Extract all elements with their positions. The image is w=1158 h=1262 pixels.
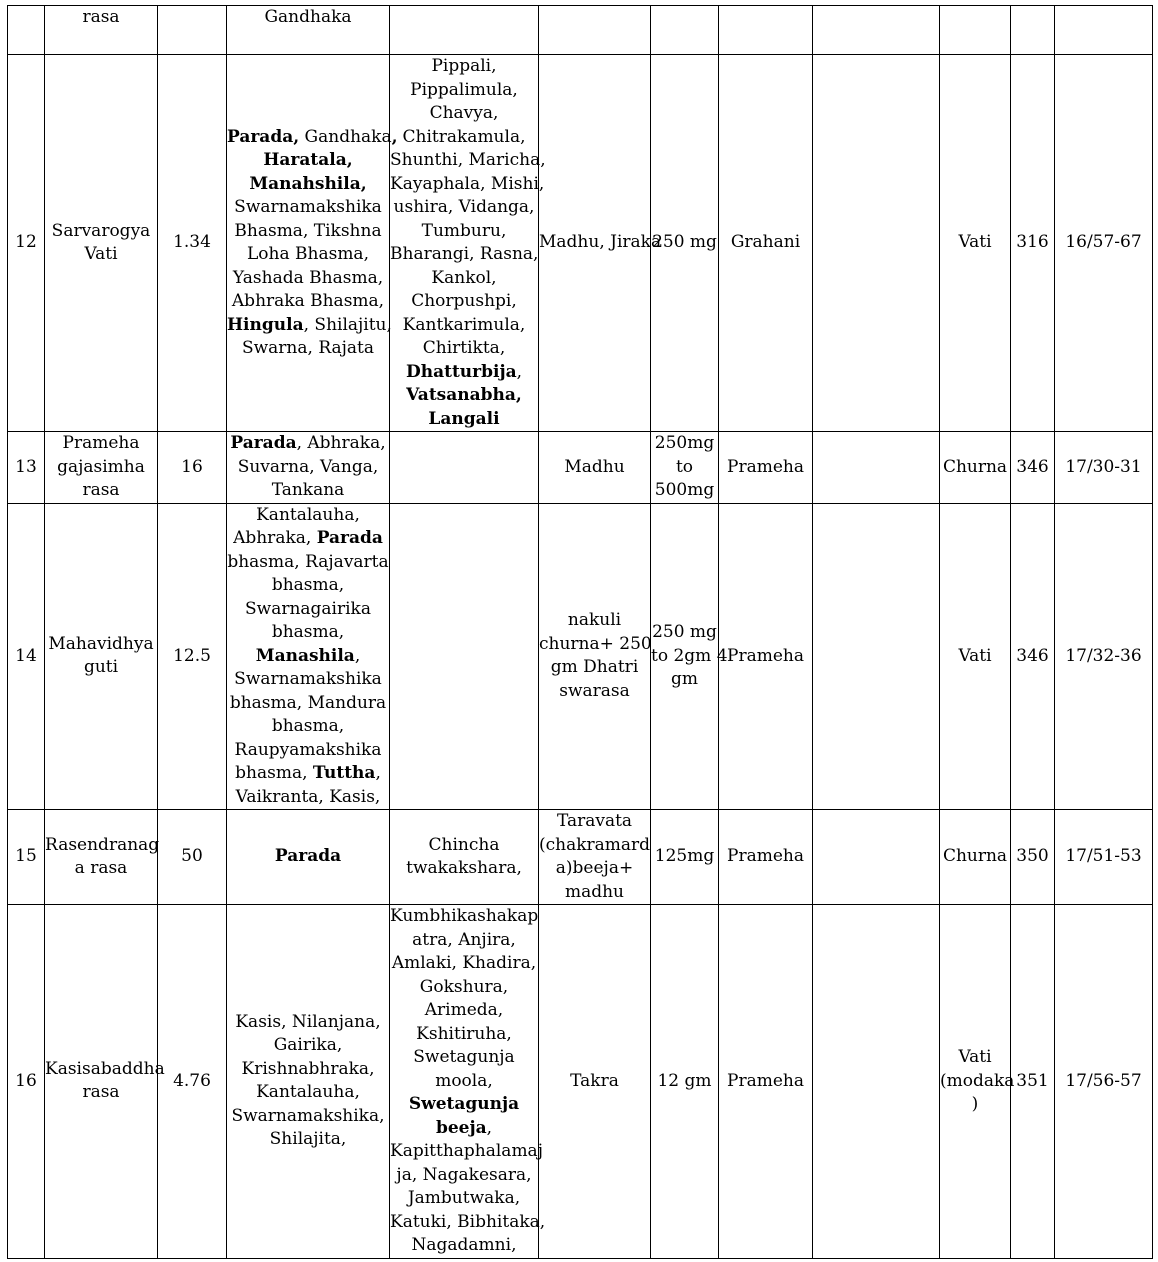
text-run: Kasis, Nilanjana, (235, 1011, 381, 1032)
text-run: Nagadamni, (411, 1235, 517, 1255)
text-run: Chavya, (429, 103, 499, 123)
cell-line: 250 mg (652, 232, 717, 253)
cell-line (227, 456, 389, 480)
text-run: Loha Bhasma, (247, 244, 369, 264)
cell-line (227, 1105, 389, 1129)
indications-cell (813, 810, 940, 905)
cell-line: gm Dhatri (550, 657, 639, 678)
anupana-cell (539, 6, 651, 55)
cell-line: to (675, 456, 694, 477)
cell-line (227, 173, 389, 197)
cell-line: Madhu, Jiraka (539, 232, 662, 253)
cell-line (390, 1140, 543, 1164)
cell-line (390, 857, 538, 881)
bold-text: Vatsanabha, (406, 385, 522, 405)
dosage-cell (651, 6, 719, 55)
formulation-table (7, 5, 1153, 1259)
cell-line (227, 196, 389, 220)
indications-cell (813, 6, 940, 55)
disease-cell: Prameha (719, 810, 813, 905)
indications-cell (813, 55, 940, 432)
table-body (8, 6, 1153, 1259)
bold-text: Manashila (255, 645, 355, 666)
text-run: Kantalauha, (256, 504, 360, 525)
cell-line (390, 384, 538, 408)
cell-line (390, 126, 538, 150)
page-number-cell: 346 (1011, 432, 1055, 504)
text-run: ushira, Vidanga, (393, 197, 535, 217)
anupana-cell (539, 432, 651, 504)
row-number-cell: 16 (8, 905, 45, 1259)
text-run: Raupyamakshika (234, 739, 382, 760)
text-run: Gairika, (273, 1035, 343, 1056)
cell-line: rasa (82, 480, 120, 500)
dosage-form-cell (940, 905, 1015, 1259)
cell-line: Rasendranag (45, 834, 160, 855)
text-run: Swarnamakshika, (231, 1105, 385, 1126)
cell-line (227, 1011, 389, 1035)
dosage-form-cell (940, 810, 1011, 905)
disease-cell: Prameha (719, 905, 813, 1259)
text-run: Shunthi, Maricha, (390, 150, 546, 170)
herbal-ingredients-cell (390, 503, 539, 810)
ratio-cell: 16 (158, 432, 227, 504)
table-row (8, 6, 1153, 55)
text-run: Jambutwaka, (407, 1188, 521, 1208)
cell-line (390, 905, 538, 929)
text-run: Kapitthaphalamaj (390, 1141, 543, 1161)
cell-line (227, 786, 389, 810)
text-run: Arimeda, (424, 1000, 504, 1020)
cell-line (227, 220, 389, 244)
text-run: Swetagunja (413, 1047, 515, 1067)
text-run: Kshitiruha, (416, 1023, 512, 1044)
text-run: Bharangi, Rasna, (390, 244, 539, 264)
cell-line: gajasimha (57, 456, 145, 477)
text-run: atra, Anjira, (412, 929, 516, 950)
text-run: Gandhaka (299, 126, 392, 147)
text-run: Vaikranta, Kasis, (235, 786, 381, 807)
bold-text: Haratala, (263, 150, 353, 170)
cell-line (390, 337, 538, 361)
text-run: Kantkarimula, (402, 314, 526, 335)
formulation-name-cell (45, 55, 158, 432)
ratio-cell: 4.76 (158, 905, 227, 1259)
cell-line (390, 149, 546, 173)
dosage-form-cell (940, 503, 1011, 810)
ratio-cell: 12.5 (158, 503, 227, 810)
herbal-ingredients-cell (390, 810, 539, 905)
cell-line (227, 314, 392, 338)
text-run: twakakshara, (406, 858, 522, 878)
ingredients-cell (227, 432, 390, 504)
cell-line (390, 243, 538, 267)
cell-line: Vati (958, 1047, 992, 1067)
cell-line: rasa (82, 7, 120, 27)
table-row (8, 432, 1153, 504)
table-row (8, 810, 1153, 905)
reference-cell: 17/51-53 (1055, 810, 1153, 905)
dosage-cell (651, 432, 719, 504)
cell-line: Vati (84, 244, 118, 264)
text-run: Pippali, (431, 56, 497, 76)
cell-line (227, 668, 389, 692)
text-run: Krishnabhraka, (241, 1058, 375, 1079)
cell-line: Sarvarogya (51, 220, 151, 241)
text-run: Suvarna, Vanga, (237, 456, 379, 477)
dosage-cell (651, 503, 728, 810)
cell-line: madhu (564, 881, 625, 902)
cell-line (390, 1187, 538, 1211)
bold-text: Dhatturbija (405, 361, 517, 382)
cell-line: (modaka (940, 1070, 1015, 1091)
text-run: bhasma, (235, 763, 313, 783)
cell-line (227, 845, 389, 869)
indications-cell (813, 905, 940, 1259)
herbal-ingredients-cell (390, 905, 546, 1259)
reference-cell: 16/57-67 (1055, 55, 1153, 432)
cell-line (390, 102, 538, 126)
cell-line (227, 692, 389, 716)
reference-cell (1055, 6, 1153, 55)
ingredients-cell (227, 6, 390, 55)
cell-line (227, 479, 389, 503)
text-run: Tankana (271, 480, 345, 500)
formulation-name-cell (45, 905, 165, 1259)
text-run: , Abhraka, (296, 433, 386, 453)
cell-line: 250mg (654, 433, 715, 453)
bold-text: Hingula (227, 314, 304, 335)
disease-cell: Prameha (719, 503, 813, 810)
cell-line (390, 952, 538, 976)
cell-line (390, 220, 538, 244)
anupana-cell (539, 503, 651, 810)
page-number-cell: 351 (1011, 905, 1055, 1259)
ingredients-cell (227, 55, 398, 432)
text-run: Swarnamakshika (234, 197, 382, 217)
cell-line: ) (971, 1094, 979, 1114)
anupana-cell (539, 905, 651, 1259)
cell-line: Kasisabaddha (45, 1058, 165, 1079)
cell-line (390, 1211, 546, 1235)
cell-line (390, 1093, 538, 1117)
text-run: bhasma, (271, 622, 345, 642)
page-number-cell: 316 (1011, 55, 1055, 432)
row-number-cell: 15 (8, 810, 45, 905)
text-run: Chitrakamula, (402, 126, 526, 147)
cell-line (390, 173, 545, 197)
bold-text: beeja (435, 1117, 487, 1138)
cell-line: (chakramard (539, 834, 651, 855)
text-run: Gandhaka (264, 7, 352, 27)
text-run: Kantalauha, (256, 1082, 360, 1103)
ratio-cell (158, 6, 227, 55)
cell-line (390, 290, 538, 314)
text-run: Bhasma, Tikshna (234, 220, 382, 241)
cell-line (390, 314, 538, 338)
text-run: Kayaphala, Mishi, (390, 173, 545, 194)
dosage-cell (651, 905, 719, 1259)
cell-line (390, 929, 538, 953)
disease-cell: Grahani (719, 55, 813, 432)
cell-line: guti (83, 657, 119, 678)
cell-line (227, 598, 389, 622)
ratio-cell: 50 (158, 810, 227, 905)
ratio-cell: 1.34 (158, 55, 227, 432)
row-number-cell: 14 (8, 503, 45, 810)
reference-cell: 17/56-57 (1055, 905, 1153, 1259)
cell-line (227, 551, 389, 575)
herbal-ingredients-cell (390, 6, 539, 55)
cell-line (390, 55, 538, 79)
text-run: Swarnagairika (245, 598, 371, 619)
cell-line: Mahavidhya (48, 633, 154, 654)
formulation-name-cell (45, 432, 158, 504)
cell-line: churna+ 250 (539, 633, 652, 654)
text-run: Kankol, (431, 267, 497, 288)
text-run: bhasma, (271, 716, 345, 736)
text-run: moola, (435, 1070, 493, 1091)
ingredients-cell (227, 503, 390, 810)
cell-line (390, 1046, 538, 1070)
cell-line (390, 976, 538, 1000)
cell-line (227, 337, 389, 361)
cell-line (390, 267, 538, 291)
dosage-cell (651, 810, 719, 905)
cell-line (390, 999, 538, 1023)
cell-line: Madhu (564, 456, 625, 477)
cell-line (390, 1070, 538, 1094)
cell-line (390, 361, 538, 385)
text-run: Chirtikta, (422, 338, 506, 358)
page-number-cell: 350 (1011, 810, 1055, 905)
row-number-cell (8, 6, 45, 55)
text-run: ja, Nagakesara, (396, 1164, 532, 1185)
cell-line (390, 1164, 538, 1188)
bold-text: Manahshila, (249, 173, 367, 194)
disease-cell: Prameha (719, 432, 813, 504)
text-run: bhasma, (271, 575, 345, 595)
cell-line (227, 290, 389, 314)
text-run: Kumbhikashakap (390, 906, 539, 926)
cell-line (227, 432, 389, 456)
text-run: , (516, 361, 523, 382)
cell-line (227, 504, 389, 528)
text-run: Chorpushpi, (411, 291, 517, 311)
text-run: , (354, 645, 361, 666)
text-run: bhasma, Rajavarta (227, 551, 389, 572)
herbal-ingredients-cell (390, 432, 539, 504)
ingredients-cell (227, 905, 390, 1259)
cell-line (390, 408, 538, 432)
bold-text: Tuttha (312, 763, 376, 783)
formulation-name-cell (45, 503, 158, 810)
anupana-cell (539, 55, 662, 432)
text-run: Tumburu, (421, 220, 507, 241)
table-row (8, 905, 1153, 1259)
cell-line: Takra (570, 1070, 619, 1091)
text-run: Abhraka Bhasma, (231, 291, 385, 311)
cell-line (227, 1034, 389, 1058)
cell-line (227, 739, 389, 763)
cell-line (227, 715, 389, 739)
cell-line (227, 762, 389, 786)
cell-line: Prameha (62, 433, 140, 453)
cell-line: 500mg (654, 480, 715, 500)
bold-text: Parada (274, 846, 342, 867)
reference-cell: 17/30-31 (1055, 432, 1153, 504)
cell-line (227, 1081, 389, 1105)
cell-line: Churna (942, 456, 1008, 477)
table-row (8, 55, 1153, 432)
cell-line: 250 mg (652, 622, 717, 642)
cell-line (390, 1234, 538, 1258)
cell-line (390, 834, 538, 858)
cell-line: 125mg (654, 846, 715, 867)
cell-line (227, 149, 389, 173)
bold-text: Parada (316, 528, 383, 548)
indications-cell (813, 503, 940, 810)
bold-text: Swetagunja (408, 1094, 520, 1114)
reference-cell: 17/32-36 (1055, 503, 1153, 810)
cell-line (227, 574, 389, 598)
cell-line (227, 6, 389, 30)
indications-cell (813, 432, 940, 504)
cell-line: Churna (942, 846, 1008, 867)
dosage-cell (651, 55, 719, 432)
cell-line (390, 1023, 538, 1047)
cell-line: gm (670, 669, 698, 689)
bold-text: Langali (428, 408, 500, 429)
cell-line: 12 gm (657, 1070, 712, 1091)
cell-line (227, 645, 389, 669)
text-run: Amlaki, Khadira, (391, 953, 537, 973)
formulation-name-cell (45, 6, 158, 55)
cell-line: nakuli (567, 610, 622, 631)
ingredients-cell (227, 810, 390, 905)
text-run: Katuki, Bibhitaka, (390, 1211, 546, 1232)
cell-line: Taravata (556, 811, 633, 831)
row-number-cell: 13 (8, 432, 45, 504)
text-run: Gokshura, (419, 976, 509, 997)
cell-line (227, 1058, 389, 1082)
herbal-ingredients-cell (390, 55, 546, 432)
text-run: Pippalimula, (410, 79, 518, 100)
text-run: Abhraka, (233, 528, 317, 548)
text-run: Yashada Bhasma, (232, 267, 384, 288)
text-run: Chincha (428, 834, 500, 855)
cell-line: swarasa (559, 680, 630, 701)
cell-line: a)beeja+ (555, 858, 634, 878)
cell-line (390, 196, 538, 220)
cell-line (227, 527, 389, 551)
dosage-form-cell (940, 55, 1011, 432)
dosage-form-cell (940, 432, 1011, 504)
cell-line (227, 126, 398, 150)
cell-line: Vati (958, 232, 992, 253)
page-number-cell (1011, 6, 1055, 55)
bold-text: Parada, (227, 126, 300, 147)
cell-line: to 2gm 4 (651, 645, 728, 666)
text-run: Shilajita, (269, 1129, 347, 1150)
text-run: Swarna, Rajata (241, 338, 375, 358)
formulation-name-cell (45, 810, 158, 905)
cell-line (227, 1128, 389, 1152)
page-number-cell: 346 (1011, 503, 1055, 810)
cell-line: Vati (958, 645, 992, 666)
cell-line (227, 267, 389, 291)
text-run: , (375, 763, 381, 783)
dosage-form-cell (940, 6, 1011, 55)
cell-line (227, 621, 389, 645)
bold-text: , (391, 126, 398, 147)
cell-line (390, 1117, 538, 1141)
cell-line: a rasa (74, 858, 128, 878)
cell-line (390, 79, 538, 103)
table-row (8, 503, 1153, 810)
text-run: Swarnamakshika (234, 669, 382, 689)
text-run: , (486, 1117, 493, 1138)
disease-cell (719, 6, 813, 55)
text-run: bhasma, Mandura (229, 692, 387, 713)
anupana-cell (539, 810, 651, 905)
bold-text: Parada (230, 433, 297, 453)
text-run: , Shilajitu, (303, 314, 392, 335)
row-number-cell: 12 (8, 55, 45, 432)
cell-line (227, 243, 389, 267)
cell-line: rasa (82, 1082, 120, 1103)
